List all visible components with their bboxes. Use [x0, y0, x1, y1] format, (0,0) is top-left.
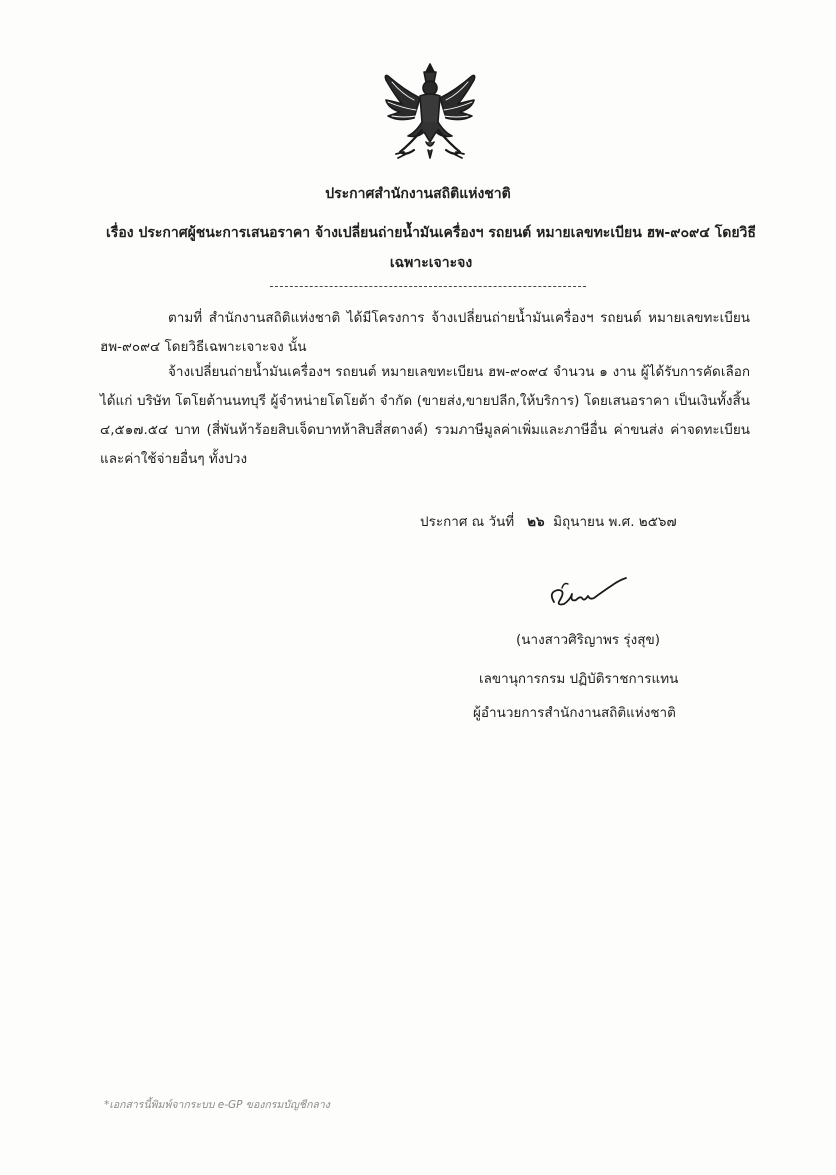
egp-footnote: *เอกสารนี้พิมพ์จากระบบ e-GP ของกรมบัญชีกลาง [104, 1099, 330, 1111]
separator-line [270, 286, 586, 287]
paragraph-project-text: ตามที่ สำนักงานสถิติแห่งชาติ ได้มีโครงการ จ้างเปลี่ยนถ่ายน้ำมันเครื่องฯ รถยนต์ หมายเลขทะเบียน ฮพ-๙๐๙๔ โดยวิธีเฉพาะเจาะจง นั้น [100, 310, 750, 355]
subject-line-2: เฉพาะเจาะจง [389, 255, 473, 271]
date-month-year: มิถุนายน พ.ศ. ๒๕๖๗ [553, 514, 677, 530]
date-prefix: ประกาศ ณ วันที่ [420, 514, 515, 530]
signatory-position-1: เลขานุการกรม ปฏิบัติราชการแทน [479, 671, 679, 687]
announcement-date [420, 509, 677, 535]
subject-heading [96, 218, 766, 278]
subject-line-1: เรื่อง ประกาศผู้ชนะการเสนอราคา จ้างเปลี่ยนถ่ายน้ำมันเครื่องฯ รถยนต์ หมายเลขทะเบียน ฮพ-๙๐๙๔ โดยวิธี [106, 225, 756, 241]
handwritten-signature-icon [540, 570, 640, 620]
date-day: ๒๖ [527, 514, 545, 530]
paragraph-project [100, 304, 750, 362]
garuda-emblem-icon [374, 60, 486, 172]
agency-title: ประกาศสำนักงานสถิติแห่งชาติ [325, 186, 511, 202]
signatory-position-2: ผู้อำนวยการสำนักงานสถิติแห่งชาติ [473, 705, 676, 721]
paragraph-winner [100, 358, 750, 474]
paragraph-winner-text: จ้างเปลี่ยนถ่ายน้ำมันเครื่องฯ รถยนต์ หมายเลขทะเบียน ฮพ-๙๐๙๔ จำนวน ๑ งาน ผู้ได้รับการคัดเลือก ได้แก่ บริษัท โตโยต้านนทบุรี ผู้จำหน่ายโตโยต้า จำกัด (ขายส่ง,ขายปลีก,ให้บริการ) โดยเสนอราคา เป็นเงินทั้งสิ้น ๔,๕๑๗.๕๔ บาท (สี่พันห้าร้อยสิบเจ็ดบาทห้าสิบสี่สตางค์) รวมภาษีมูลค่าเพิ่มและภาษีอื่น ค่าขนส่ง ค่าจดทะเบียน และค่าใช้จ่ายอื่นๆ ทั้งปวง [100, 364, 750, 467]
signatory-name: (นางสาวศิริญาพร รุ่งสุข) [516, 632, 660, 648]
